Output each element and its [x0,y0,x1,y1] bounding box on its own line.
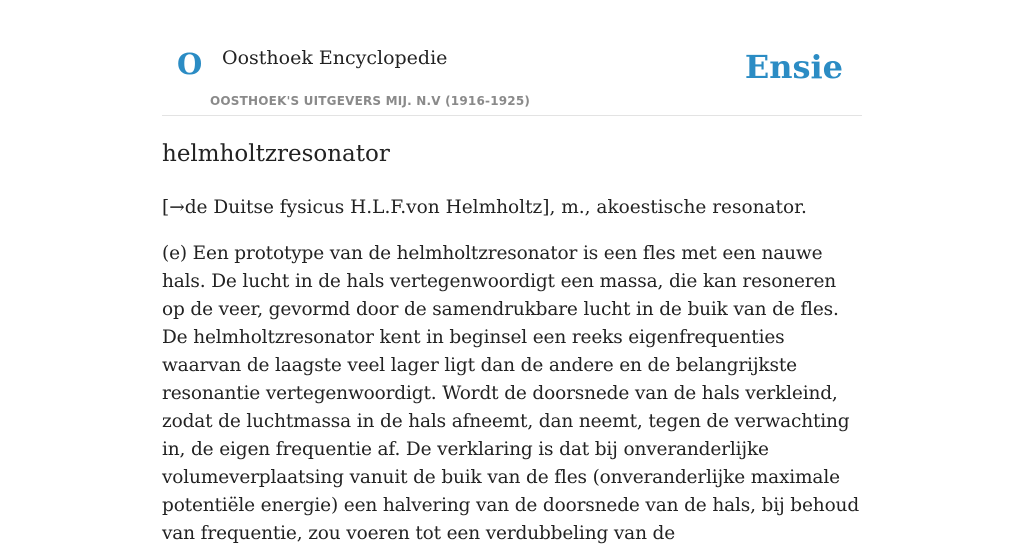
source-subtitle: OOSTHOEK'S UITGEVERS MIJ. N.V (1916-1925) [210,94,531,108]
source-logo[interactable]: O [177,47,203,81]
entry-body: (e) Een prototype van de helmholtzresonator is een fles met een nauwe hals. De lucht in de hals vertegenwoordigt een massa, die kan resoneren op de veer, gevormd door de samendrukbare lucht in de buik van de fles. De helmholtzresonator kent in beginsel een reeks eigenfrequenties waarvan de laagste veel lager ligt dan de andere en de belangrijkste resonantie vertegenwoordigt. Wordt de doorsnede van de hals verkleind, zodat de luchtmassa in de hals afneemt, dan neemt, tegen de verwachting in, de eigen frequentie af. De verklaring is dat bij onveranderlijke volumeverplaatsing vanuit de buik van de fles (onveranderlijke maximale potentiële energie) een halvering van de doorsnede van de hals, bij behoud van frequentie, zou voeren tot een verdubbeling van de [162,243,860,544]
ensie-logo-link[interactable]: Ensie [744,48,843,86]
header [162,0,862,116]
entry-etymology: [→de Duitse fysicus H.L.F.von Helmholtz], m., akoestische resonator. [162,197,807,218]
page [162,0,862,544]
entry-title: helmholtzresonator [162,141,390,167]
source-title-link[interactable]: Oosthoek Encyclopedie [222,47,448,69]
